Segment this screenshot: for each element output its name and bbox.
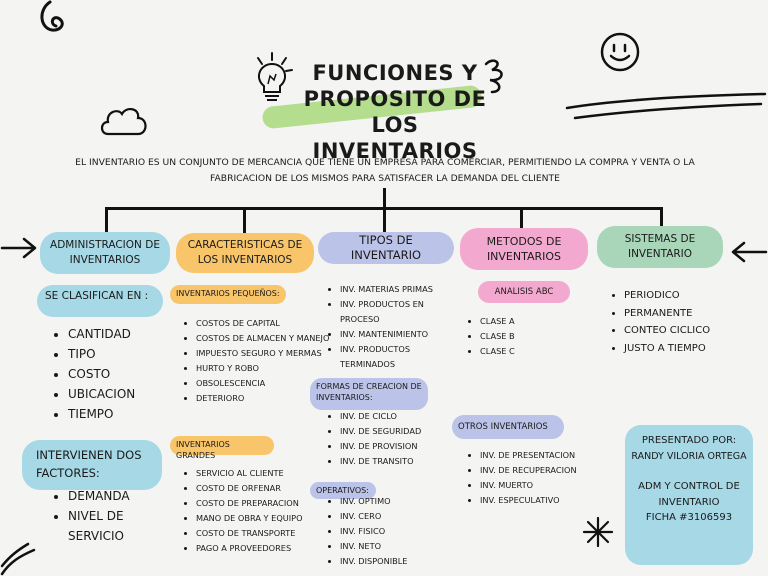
label-inventarios-grandes: INVENTARIOS GRANDES [170, 436, 274, 455]
list-item: • INV. PRODUCTOS EN PROCESO [340, 297, 452, 327]
list-tipos [324, 282, 452, 372]
list-item: • UBICACION [68, 384, 188, 404]
label-otros-inventarios: OTROS INVENTARIOS [452, 415, 564, 439]
label-intervienen: INTERVIENEN DOS FACTORES: [22, 440, 162, 490]
page-title: FUNCIONES Y PROPOSITO DE LOS INVENTARIOS [303, 61, 487, 163]
list-item: • TIPO [68, 344, 188, 364]
list-item: • CANTIDAD [68, 324, 188, 344]
list-grandes [180, 466, 331, 556]
list-item: • INV. MANTENIMIENTO [340, 327, 452, 342]
header-tipos: TIPOS DE INVENTARIO [318, 232, 454, 264]
connector-col4 [520, 207, 523, 229]
arrow-left-icon [730, 240, 768, 264]
list-item: • INV. CERO [340, 509, 452, 524]
header-caracteristicas: CARACTERISTICAS DE LOS INVENTARIOS [176, 233, 314, 273]
label-inventarios-pequenos: INVENTARIOS PEQUEÑOS: [170, 285, 286, 304]
list-item: • SERVICIO AL CLIENTE [196, 466, 331, 481]
list-item: • MANO DE OBRA Y EQUIPO [196, 511, 331, 526]
swirl-doodle [30, 0, 80, 40]
list-item: • INV. DE TRANSITO [340, 454, 452, 469]
list-item: • TIEMPO [68, 404, 188, 424]
list-item: • COSTO DE TRANSPORTE [196, 526, 331, 541]
list-item: • IMPUESTO SEGURO Y MERMAS [196, 346, 331, 361]
arrow-right-icon [0, 236, 38, 260]
list-item: • COSTOS DE CAPITAL [196, 316, 331, 331]
list-item: • HURTO Y ROBO [196, 361, 331, 376]
corner-squiggle-doodle [0, 536, 44, 576]
smiley-icon [598, 30, 642, 74]
list-operativos [324, 494, 452, 569]
presented-by-card [625, 425, 753, 565]
list-item: • JUSTO A TIEMPO [624, 340, 744, 358]
author-name: RANDY VILORIA ORTEGA [631, 450, 747, 462]
header-metodos: METODOS DE INVENTARIOS [460, 228, 588, 270]
list-item: • INV. MATERIAS PRIMAS [340, 282, 452, 297]
connector-col1 [105, 207, 108, 235]
scribble-doodle [565, 90, 768, 130]
ficha-number: FICHA #3106593 [645, 512, 733, 523]
list-item: • PERIODICO [624, 287, 744, 305]
list-item: • INV. ESPECULATIVO [480, 493, 600, 508]
list-item: • INV. OPTIMO [340, 494, 452, 509]
label-analisis-abc: ANALISIS ABC [478, 281, 570, 303]
connector-col5 [660, 207, 663, 227]
list-item: • CLASE A [480, 314, 570, 329]
connector-col3 [383, 207, 386, 233]
list-item: • COSTOS DE ALMACEN Y MANEJO [196, 331, 331, 346]
list-item: • COSTO DE ORFENAR [196, 481, 331, 496]
label-operativos: OPERATIVOS: [310, 482, 376, 499]
header-sistemas: SISTEMAS DE INVENTARIO [597, 226, 723, 268]
star-icon [582, 516, 614, 548]
list-factores [52, 486, 178, 546]
connector-col2 [243, 207, 246, 235]
list-clasificacion [52, 324, 188, 424]
list-item: • CLASE C [480, 344, 570, 359]
list-item: • INV. FISICO [340, 524, 452, 539]
cloud-icon [98, 102, 150, 142]
list-item: • PERMANENTE [624, 305, 744, 323]
list-item: • COSTO DE PREPARACION [196, 496, 331, 511]
header-administracion: ADMINISTRACION DE INVENTARIOS [40, 232, 170, 274]
label-formas-creacion: FORMAS DE CREACION DE INVENTARIOS: [310, 378, 428, 410]
list-item: • INV. DISPONIBLE [340, 554, 452, 569]
list-item: • INV. DE SEGURIDAD [340, 424, 452, 439]
list-pequenos [180, 316, 331, 406]
list-item: • NIVEL DE SERVICIO [68, 506, 178, 546]
list-formas [324, 409, 452, 469]
list-item: • INV. DE PROVISION [340, 439, 452, 454]
list-item: • INV. DE CICLO [340, 409, 452, 424]
list-otros [464, 448, 600, 508]
label-se-clasifican: SE CLASIFICAN EN : [37, 285, 163, 317]
intro-text: EL INVENTARIO ES UN CONJUNTO DE MERCANCIA QUE TIENE UN EMPRESA PARA COMERCIAR, PERMITIENDO LA COMPRA Y VENTA O LA FABRICACION DE LOS MISMOS PARA SATISFACER LA DEMANDA DEL CLIENTE [75, 157, 695, 184]
list-item: • INV. MUERTO [480, 478, 600, 493]
list-item: • CONTEO CICLICO [624, 322, 744, 340]
list-item: • DETERIORO [196, 391, 331, 406]
list-item: • PAGO A PROVEEDORES [196, 541, 331, 556]
list-item: • INV. PRODUCTOS TERMINADOS [340, 342, 452, 372]
list-clases [464, 314, 570, 359]
list-item: • INV. DE RECUPERACION [480, 463, 600, 478]
list-item: • COSTO [68, 364, 188, 384]
presented-label: PRESENTADO POR: [641, 435, 737, 446]
course-name: ADM Y CONTROL DE INVENTARIO [638, 481, 740, 508]
list-item: • INV. DE PRESENTACION [480, 448, 600, 463]
list-item: • DEMANDA [68, 486, 178, 506]
list-sistemas [608, 287, 744, 357]
list-item: • CLASE B [480, 329, 570, 344]
list-item: • OBSOLESCENCIA [196, 376, 331, 391]
list-item: • INV. NETO [340, 539, 452, 554]
connector-center [383, 188, 386, 208]
